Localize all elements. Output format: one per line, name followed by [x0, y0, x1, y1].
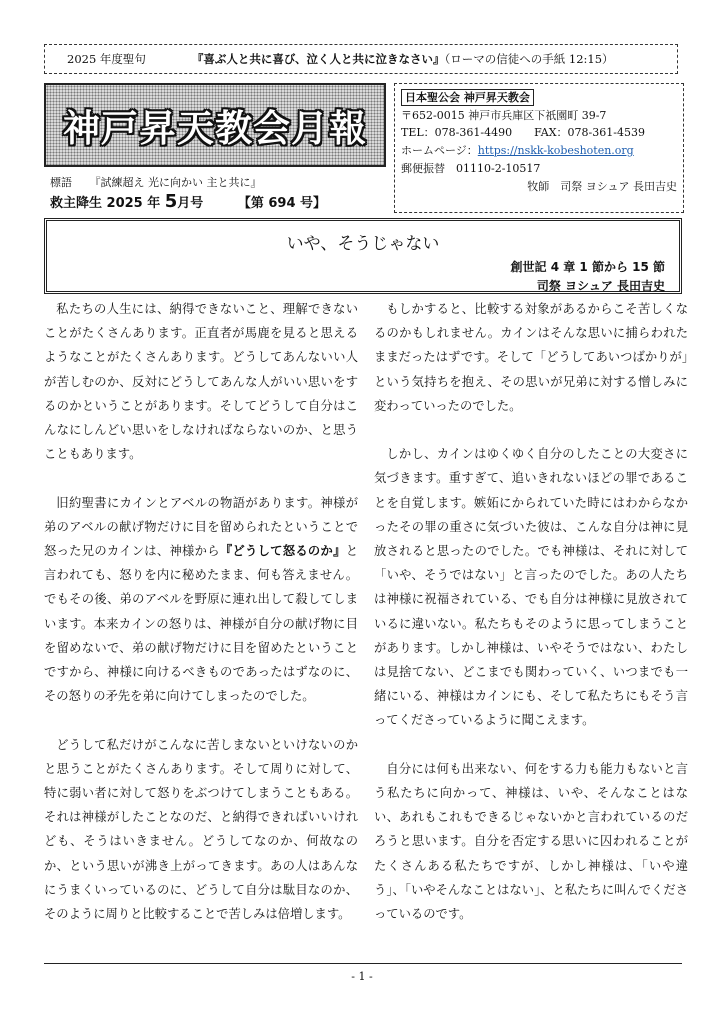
church-pastor: 牧師 司祭 ヨシュア 長田吉史: [527, 179, 677, 193]
church-name: 日本聖公会 神戸昇天教会: [401, 89, 534, 106]
article-paragraph: どうして私だけがこんなに苦しまないといけないのかと思うことがたくさんあります。そして周りに対して、特に弱い者に対して怒りをぶつけてしまうこともある。それは神様がしたことなのだ、と納得できればいいけれども、そうはいきません。どうしてなのか、何故なのか、という思いが沸き上がってきます。あの人はあんなにうまくいっているのに、どうして自分は駄目なのか、そのように周りと比較することで苦しみは倍増します。: [44, 737, 358, 922]
emphasized-quote: 『どうして怒るのか』: [219, 543, 346, 559]
slogan-label: 標語: [50, 176, 72, 189]
article-paragraph: 私たちの人生には、納得できないこと、理解できないことがたくさんあります。正直者が馬鹿を見ると思えるようなことがたくさんあります。どうしてあんないい人が苦しむのか、反対にどうしてあんな人がいい思いをするのかということがあります。そしてどうして自分はこんなにしんどい思いをしなければならないのか、と思うこともあります。: [44, 302, 358, 462]
homepage-label: ホームページ：: [401, 144, 478, 158]
church-homepage: [401, 142, 683, 160]
newsletter-masthead: [44, 83, 386, 167]
motto-verse: 『喜ぶ人と共に喜び、泣く人と共に泣きなさい』: [191, 52, 445, 66]
homepage-link[interactable]: https://nskk-kobeshoten.org: [477, 144, 634, 158]
article-column-left: [44, 297, 358, 926]
sermon-title-box: [44, 218, 682, 294]
issue-number: 【第 694 号】: [237, 196, 327, 211]
masthead-title: 神戸昇天教会月報: [63, 107, 367, 150]
slogan-text: 『試練超え 光に向かい 主と共に』: [89, 176, 262, 189]
article-column-right: [374, 297, 688, 926]
footer-divider: [44, 963, 682, 964]
article-paragraph: もしかすると、比較する対象があるからこそ苦しくなるのかもしれません。カインはそんな思いに捕らわれたままだったはずです。そして「どうしてあいつばかりが」という気持ちを抱え、その思いが兄弟に対する憎しみに変わっていったのでした。: [374, 302, 688, 413]
sermon-title: いや、そうじゃない: [286, 234, 440, 254]
paragraph-text: 旧約聖書にカインとアベルの物語があります。神様が弟のアベルの献げ物だけに目を留められたということで怒った兄のカインは、神様から: [44, 495, 358, 559]
church-postal-transfer: 郵便振替 01110-2-10517: [401, 161, 541, 175]
page-number: - 1 -: [351, 970, 373, 983]
motto-year-label: 2025 年度聖句: [67, 52, 146, 66]
article-paragraph: しかし、カインはゆくゆく自分のしたことの大変さに気づきます。重すぎて、追いきれないほどの罪であることを自覚します。嫉妬にかられていた時にはわからなかったその罪の重さに気づいた彼は、こんな自分は神に見放されると思ったのでした。でも神様は、それに対して「いや、そうではない」と言ったのでした。あの人たちは神様に祝福されている、でも自分は神様に見放されているに違いない。私たちもそのように思ってしまうことがあります。しかし神様は、いやそうではない、わたしは見捨てない、どこまでも関わっていく、いつまでも一緒にいる、神様はカインにも、そして私たちにもそう言ってくださっているように聞こえます。: [374, 447, 688, 728]
slogan: [50, 174, 262, 190]
issue-prefix: 救主降生 2025 年: [50, 196, 161, 211]
issue-month-suffix: 月号: [177, 196, 204, 211]
church-info-box: [394, 83, 684, 213]
yearly-motto-box: [44, 44, 678, 74]
paragraph-text: と言われても、怒りを内に秘めたまま、何も答えません。でもその後、弟のアベルを野原に連れ出して殺してしまいます。本来カインの怒りは、神様が自分の献げ物に目を留めないで、弟の献げ物だけに目を留めたということですから、神様に向けるべきものであったはずなのに、その怒りの矛先を弟に向けてしまったのでした。: [44, 544, 358, 704]
motto-reference: （ローマの信徒への手紙 12:15）: [444, 52, 614, 66]
church-phone-fax: TEL：078-361-4490 FAX：078-361-4539: [401, 126, 645, 140]
issue-info: [50, 191, 326, 212]
motto-text: [192, 51, 614, 67]
church-address: 〒652-0015 神戸市兵庫区下祇園町 39-7: [401, 108, 607, 122]
scripture-reference: 創世記 4 章 1 節から 15 節: [510, 260, 665, 274]
article-paragraph: 自分には何も出来ない、何をする力も能力もないと言う私たちに向かって、神様は、いや、そんなことはない、あれもこれもできるじゃないかと言われているのだろうと思います。自分を否定する思いに囚われることがたくさんある私たちですが、しかし神様は、「いや違う」、「いやそんなことはない」、と私たちに叫んでくださっているのです。: [374, 761, 688, 922]
issue-month: 5: [164, 191, 178, 212]
article-paragraph: [44, 491, 358, 709]
preacher-name: 司祭 ヨシュア 長田吉史: [536, 279, 665, 293]
